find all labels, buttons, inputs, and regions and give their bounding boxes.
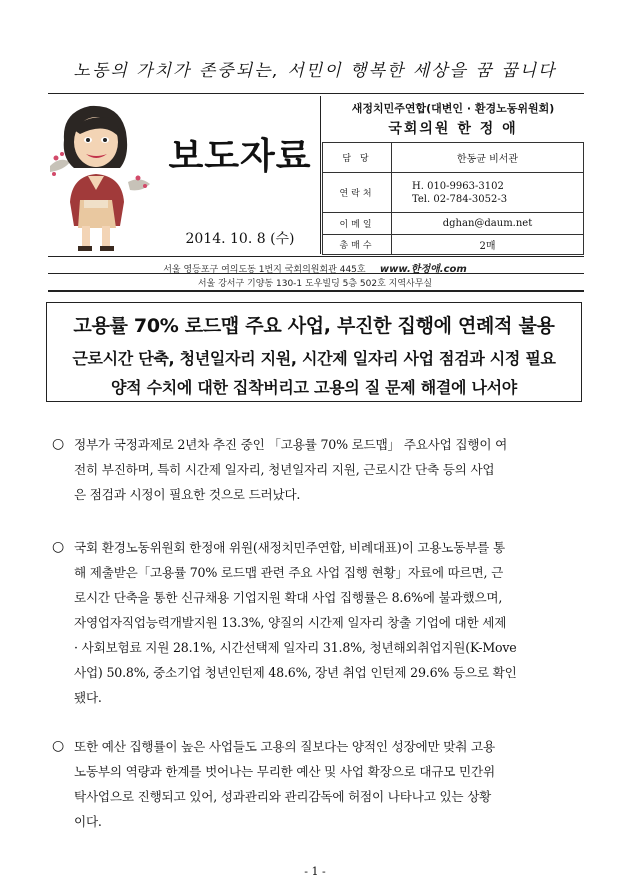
paragraph-text	[74, 432, 592, 507]
paragraph-text	[74, 734, 592, 834]
body-paragraph-1	[52, 432, 592, 507]
contact-phone-mobile: H. 010-9963-3102	[412, 180, 504, 192]
slogan: 노동의 가치가 존중되는, 서민이 행복한 세상을 꿈 꿉니다	[73, 61, 557, 81]
contact-email[interactable]: dghan@daum.net	[392, 213, 584, 235]
sender-organization: 새정치민주연합(대변인 · 환경노동위원회)	[351, 102, 555, 115]
contact-row	[323, 213, 584, 235]
contact-row	[323, 173, 584, 213]
contact-value: 2매	[392, 235, 584, 255]
contact-phone-office: Tel. 02-784-3052-3	[412, 193, 508, 205]
header-top-rule	[48, 93, 584, 94]
contact-label: 이메일	[323, 213, 392, 235]
paragraph-line: 자영업자직업능력개발지원 13.3%, 양질의 시간제 일자리 창출 기업에 대한 세제	[74, 615, 507, 630]
address-line-2: 서울 강서구 기양동 130-1 도우빌딩 5층 502호 지역사무실	[197, 279, 433, 289]
website-link[interactable]: www.한정애.com	[379, 264, 467, 275]
contact-row	[323, 235, 584, 255]
caricature-illustration	[50, 96, 150, 256]
document-title: 보도자료	[168, 136, 312, 177]
paragraph-line: 로시간 단축을 통한 신규채용 기업지원 확대 사업 집행률은 8.6%에 불과했으며,	[74, 590, 503, 605]
sub-headline-1: 근로시간 단축, 청년일자리 지원, 시간제 일자리 사업 점검과 시정 필요	[72, 349, 556, 368]
contact-value	[392, 173, 584, 213]
address-rule	[48, 273, 584, 274]
paragraph-line: 됐다.	[74, 690, 102, 705]
body-paragraph-2	[52, 535, 592, 710]
paragraph-line: 이다.	[74, 814, 102, 829]
paragraph-line: 정부가 국정과제로 2년차 추진 중인 「고용률 70% 로드맵」 주요사업 집행이 여	[74, 437, 508, 452]
sender-name: 국회의원 한 정 애	[388, 121, 518, 137]
paragraph-bullet: ○	[52, 436, 65, 452]
header-bottom-rule	[48, 256, 584, 257]
headline-box	[46, 302, 582, 402]
paragraph-line: 국회 환경노동위원회 한정애 위원(새정치민주연합, 비례대표)이 고용노동부를 통	[74, 540, 505, 555]
contact-row	[323, 143, 584, 173]
paragraph-line: 또한 예산 집행률이 높은 사업들도 고용의 질보다는 양적인 성장에만 맞춰 고용	[74, 739, 495, 754]
paragraph-line: 노동부의 역량과 한계를 벗어나는 무리한 예산 및 사업 확장으로 대규모 민간위	[74, 764, 495, 779]
address-bottom-rule	[48, 290, 584, 292]
contact-label: 총매수	[323, 235, 392, 255]
sub-headline-2: 양적 수치에 대한 집착버리고 고용의 질 문제 해결에 나서야	[111, 378, 517, 397]
main-headline: 고용률 70% 로드맵 주요 사업, 부진한 집행에 연례적 불용	[73, 315, 555, 337]
paragraph-line: 해 제출받은「고용률 70% 로드맵 관련 주요 사업 집행 현황」자료에 따르면, 근	[74, 565, 504, 580]
paragraph-line: 탁사업으로 진행되고 있어, 성과관리와 관리감독에 허점이 나타나고 있는 상황	[74, 789, 492, 804]
paragraph-text	[74, 535, 592, 710]
page-number: - 1 -	[304, 865, 326, 878]
contact-value: 한동균 비서관	[392, 143, 584, 173]
paragraph-line: 은 점검과 시정이 필요한 것으로 드러났다.	[74, 487, 301, 502]
office-address: 서울 영등포구 여의도동 1번지 국회의원회관 445호	[163, 265, 366, 275]
contact-table	[322, 142, 584, 255]
body-paragraph-3	[52, 734, 592, 834]
paragraph-line: · 사회보험료 지원 28.1%, 시간선택제 일자리 31.8%, 청년해외취업지원(K-Move	[74, 640, 517, 655]
paragraph-line: 전히 부진하며, 특히 시간제 일자리, 청년일자리 지원, 근로시간 단축 등의 사업	[74, 462, 495, 477]
header-divider	[320, 96, 321, 254]
paragraph-bullet: ○	[52, 738, 65, 754]
paragraph-line: 사업) 50.8%, 중소기업 청년인턴제 48.6%, 장년 취업 인턴제 29.6% 등으로 확인	[74, 665, 517, 680]
contact-label: 담 당	[323, 143, 392, 173]
contact-label: 연락처	[323, 173, 392, 213]
release-date: 2014. 10. 8 (수)	[185, 231, 295, 247]
paragraph-bullet: ○	[52, 539, 65, 555]
